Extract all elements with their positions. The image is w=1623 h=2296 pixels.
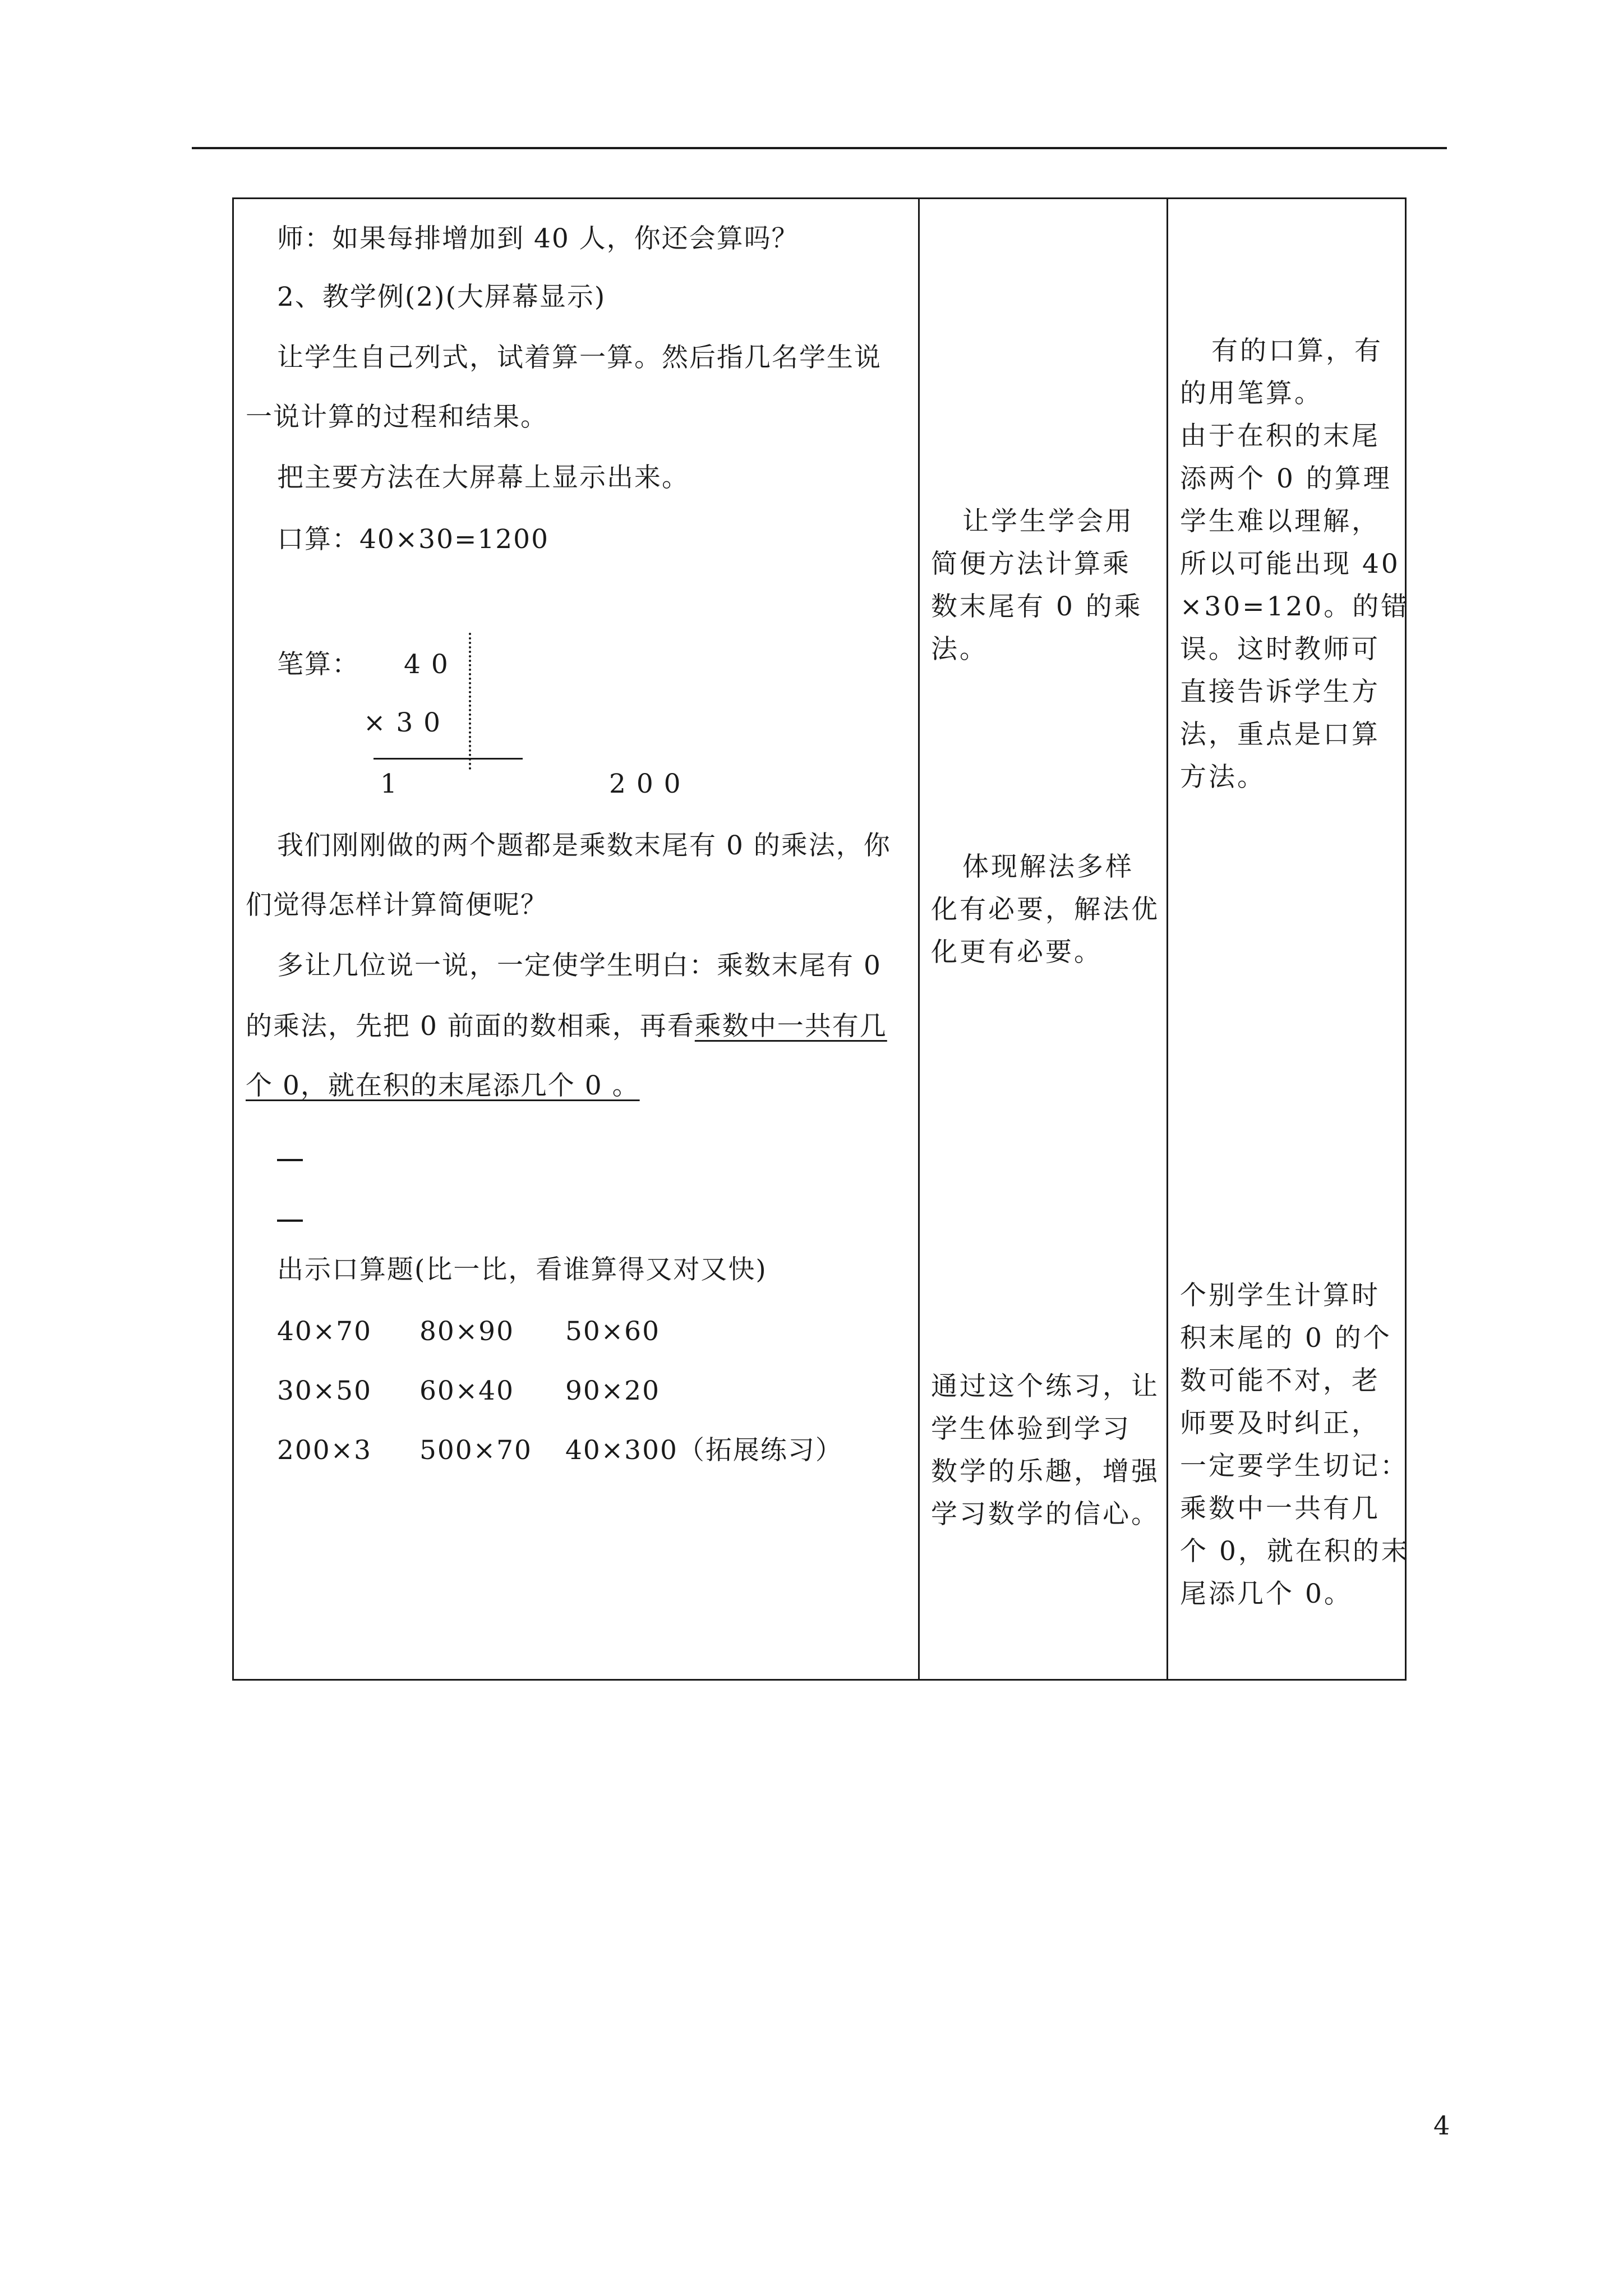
exercise-r1-c3: 50×60	[565, 1316, 660, 1347]
purpose-1-line-3: 数末尾有 0 的乘	[931, 591, 1143, 622]
exercise-r2-c3: 90×20	[565, 1375, 660, 1406]
note-1-line-4: 添两个 0 的算理	[1180, 463, 1392, 494]
column-divider-1	[918, 199, 920, 1679]
calc-multiplicand: 4 0	[404, 649, 449, 680]
instruction-line-2: 一说计算的过程和结果。	[246, 402, 548, 432]
exercise-r2-c1: 30×50	[277, 1375, 372, 1406]
note-2-line-8: 尾添几个 0。	[1180, 1579, 1353, 1609]
note-block-1	[1180, 330, 1409, 799]
mental-calculation: 口算：40×30=1200	[277, 524, 549, 555]
dash-2	[277, 1220, 303, 1222]
purpose-3-line-1: 通过这个练习，让	[931, 1371, 1160, 1402]
note-2-line-5: 一定要学生切记：	[1180, 1451, 1409, 1481]
purpose-1-line-4: 法。	[931, 634, 988, 665]
note-2-line-2: 积末尾的 0 的个	[1180, 1323, 1392, 1354]
exercise-r1-c2: 80×90	[419, 1316, 514, 1347]
purpose-3-line-2: 学生体验到学习	[931, 1414, 1131, 1444]
exercise-r3-c1: 200×3	[277, 1435, 372, 1466]
dash-1	[277, 1159, 303, 1161]
rule-line-2: 的乘法，先把 0 前面的数相乘，再看乘数中一共有几	[246, 1011, 887, 1042]
purpose-1-line-2: 简便方法计算乘	[931, 549, 1131, 579]
purpose-3-line-4: 学习数学的信心。	[931, 1499, 1160, 1530]
purpose-block-3	[931, 1365, 1160, 1536]
column-divider-2	[1166, 199, 1168, 1679]
page-number: 4	[1433, 2110, 1450, 2141]
calc-result-right: 2 0 0	[609, 769, 682, 799]
purpose-3-line-3: 数学的乐趣，增强	[931, 1456, 1160, 1487]
note-2-line-7: 个 0，就在积的末	[1180, 1536, 1410, 1567]
note-1-line-3: 由于在积的末尾	[1180, 421, 1380, 452]
purpose-2-line-1: 体现解法多样	[962, 852, 1134, 882]
note-1-line-11: 方法。	[1180, 762, 1266, 793]
note-1-line-1: 有的口算，有	[1211, 335, 1383, 366]
display-method-line: 把主要方法在大屏幕上显示出来。	[277, 462, 689, 493]
calc-multiplier: × 3 0	[363, 707, 442, 738]
exercise-r1-c1: 40×70	[277, 1316, 372, 1347]
note-1-line-7: ×30=120。的错	[1180, 591, 1410, 622]
purpose-block-2	[931, 846, 1160, 974]
exercise-r3-c3: 40×300（拓展练习）	[565, 1435, 843, 1466]
note-2-line-6: 乘数中一共有几	[1180, 1493, 1380, 1524]
rule-line-3: 个 0，就在积的末尾添几个 0 。	[246, 1070, 640, 1101]
purpose-2-line-3: 化更有必要。	[931, 937, 1103, 968]
note-2-line-3: 数可能不对，老	[1180, 1365, 1380, 1396]
exercise-heading: 出示口算题(比一比，看谁算得又对又快)	[277, 1254, 767, 1285]
note-block-2	[1180, 1274, 1410, 1616]
note-1-line-10: 法，重点是口算	[1180, 719, 1380, 750]
header-rule	[192, 147, 1447, 149]
purpose-2-line-2: 化有必要，解法优	[931, 894, 1160, 925]
rule-line-1: 多让几位说一说，一定使学生明白：乘数末尾有 0	[277, 950, 882, 981]
calc-dotted-line	[469, 633, 471, 770]
note-1-line-2: 的用笔算。	[1180, 378, 1323, 409]
note-1-line-5: 学生难以理解，	[1180, 506, 1380, 537]
calc-result-line	[374, 758, 523, 760]
instruction-line-1: 让学生自己列式，试着算一算。然后指几名学生说	[277, 342, 882, 373]
summary-question-line-2: 们觉得怎样计算简便呢？	[246, 890, 548, 921]
written-calc-label: 笔算：	[277, 649, 359, 680]
example-heading: 2、教学例(2)(大屏幕显示)	[277, 282, 606, 312]
exercise-r2-c2: 60×40	[419, 1375, 514, 1406]
note-2-line-1: 个别学生计算时	[1180, 1280, 1380, 1311]
purpose-1-line-1: 让学生学会用	[962, 506, 1134, 537]
note-1-line-6: 所以可能出现 40	[1180, 549, 1400, 579]
note-1-line-8: 误。这时教师可	[1180, 634, 1380, 665]
exercise-r3-c2: 500×70	[419, 1435, 532, 1466]
teacher-question: 师：如果每排增加到 40 人，你还会算吗？	[277, 223, 799, 254]
summary-question-line-1: 我们刚刚做的两个题都是乘数末尾有 0 的乘法，你	[277, 830, 891, 861]
note-1-line-9: 直接告诉学生方	[1180, 677, 1380, 707]
note-2-line-4: 师要及时纠正，	[1180, 1408, 1380, 1439]
calc-result-left: 1	[380, 769, 398, 799]
purpose-block-1	[931, 500, 1143, 671]
